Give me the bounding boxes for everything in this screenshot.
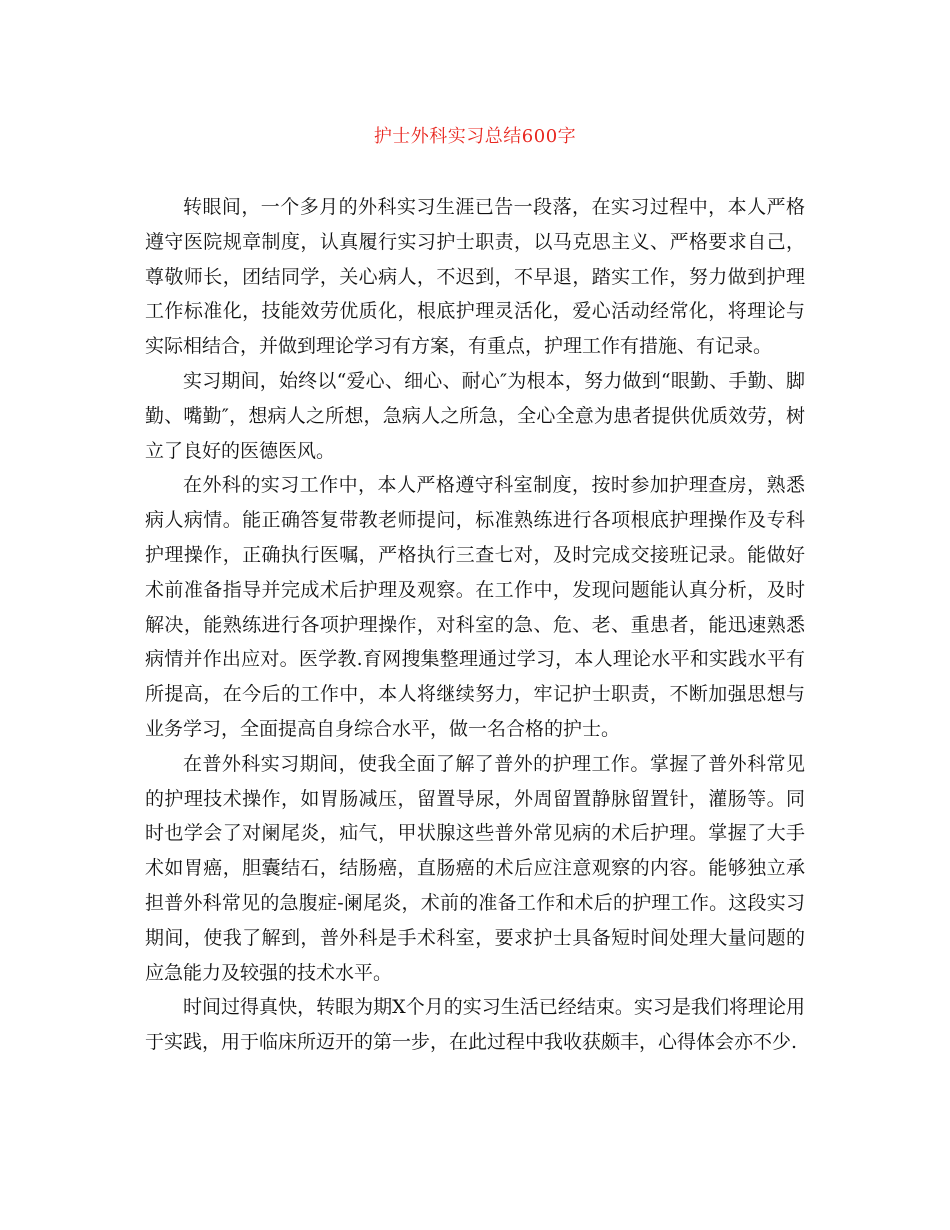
paragraph-3: 在外科的实习工作中，本人严格遵守科室制度，按时参加护理查房，熟悉病人病情。能正确答复带教老师提问，标准熟练进行各项根底护理操作及专科护理操作，正确执行医嘱，严格执行三查七对，及时完成交接班记录。能做好术前准备指导并完成术后护理及观察。在工作中，发现问题能认真分析，及时解决，能熟练进行各项护理操作，对科室的急、危、老、重患者，能迅速熟悉病情并作出应对。医学教.育网搜集整理通过学习，本人理论水平和实践水平有所提高，在今后的工作中，本人将继续努力，牢记护士职责，不断加强思想与业务学习，全面提高自身综合水平，做一名合格的护士。	[145, 474, 805, 740]
paragraph-5: 时间过得真快，转眼为期X个月的实习生活已经结束。实习是我们将理论用于实践，用于临床所迈开的第一步，在此过程中我收获颇丰，心得体会亦不少.	[145, 996, 805, 1054]
document-title: 护士外科实习总结600字	[373, 126, 577, 147]
paragraph-2: 实习期间，始终以“爱心、细心、耐心″为根本，努力做到“眼勤、手勤、脚勤、嘴勤″，想病人之所想，急病人之所急，全心全意为患者提供优质效劳，树立了良好的医德医风。	[145, 369, 805, 462]
paragraph-1: 转眼间，一个多月的外科实习生涯已告一段落，在实习过程中，本人严格遵守医院规章制度，认真履行实习护士职责，以马克思主义、严格要求自己，尊敬师长，团结同学，关心病人，不迟到，不早退，踏实工作，努力做到护理工作标准化，技能效劳优质化，根底护理灵活化，爱心活动经常化，将理论与实际相结合，并做到理论学习有方案，有重点，护理工作有措施、有记录。	[145, 196, 805, 358]
paragraph-4: 在普外科实习期间，使我全面了解了普外的护理工作。掌握了普外科常见的护理技术操作，如胃肠减压，留置导尿，外周留置静脉留置针，灌肠等。同时也学会了对阑尾炎，疝气，甲状腺这些普外常见病的术后护理。掌握了大手术如胃癌，胆囊结石，结肠癌，直肠癌的术后应注意观察的内容。能够独立承担普外科常见的急腹症-阑尾炎，术前的准备工作和术后的护理工作。这段实习期间，使我了解到，普外科是手术科室，要求护士具备短时间处理大量问题的应急能力及较强的技术水平。	[145, 752, 805, 984]
document-body	[145, 190, 805, 1060]
